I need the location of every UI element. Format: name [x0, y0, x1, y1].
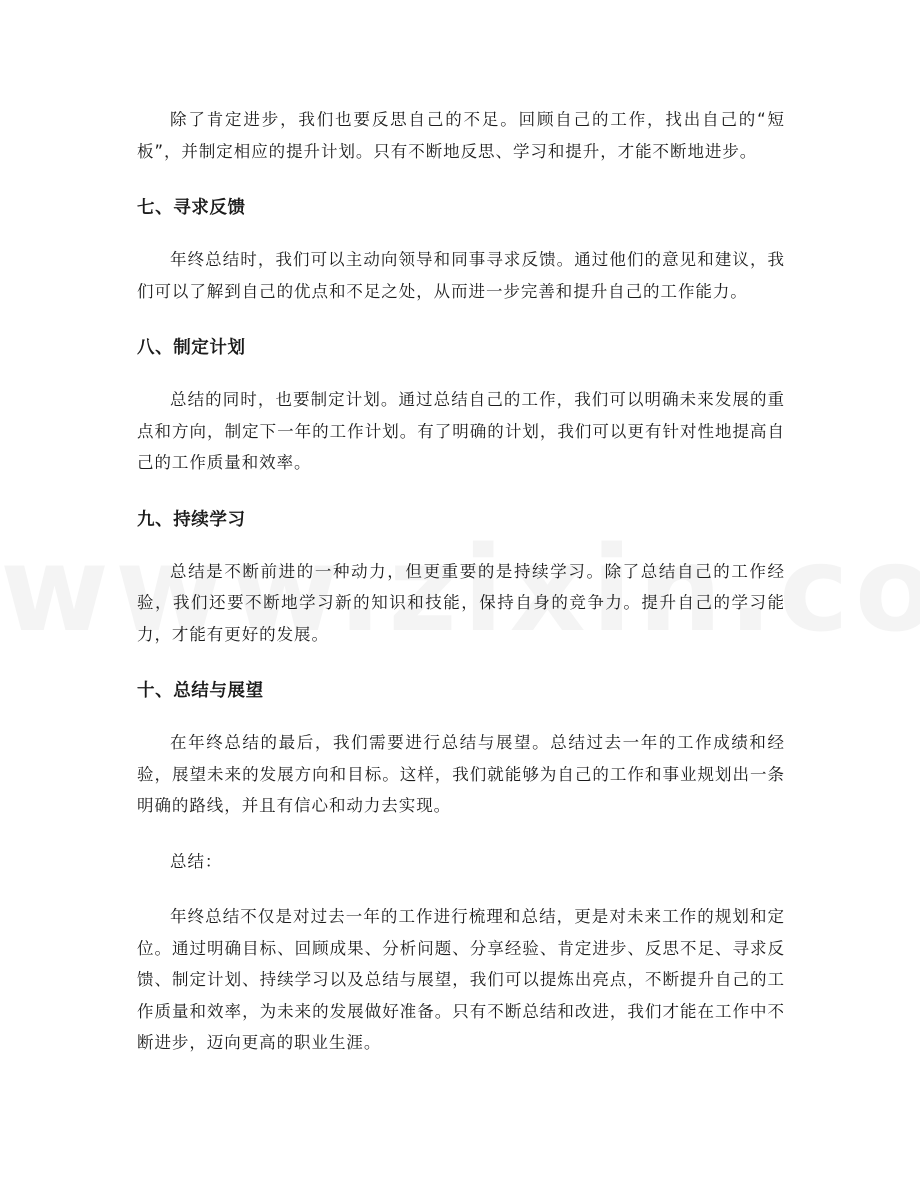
summary-label: 总结：	[170, 851, 223, 871]
paragraph-seek-feedback: 年终总结时，我们可以主动向领导和同事寻求反馈。通过他们的意见和建议，我们可以了解到自己的优点和不足之处，从而进一步完善和提升自己的工作能力。	[137, 250, 785, 301]
paragraph-make-plan: 总结的同时，也要制定计划。通过总结自己的工作，我们可以明确未来发展的重点和方向，制定下一年的工作计划。有了明确的计划，我们可以更有针对性地提高自己的工作质量和效率。	[137, 390, 785, 472]
document-body	[137, 104, 785, 1059]
paragraph-continuous-learning: 总结是不断前进的一种动力，但更重要的是持续学习。除了总结自己的工作经验，我们还要不断地学习新的知识和技能，保持自身的竞争力。提升自己的学习能力，才能有更好的发展。	[137, 561, 785, 644]
section-heading-summary-outlook: 十、总结与展望	[137, 681, 264, 701]
section-heading-make-plan: 八、制定计划	[137, 338, 246, 358]
section-heading-continuous-learning: 九、持续学习	[137, 509, 246, 530]
paragraph-summary-outlook: 在年终总结的最后，我们需要进行总结与展望。总结过去一年的工作成绩和经验，展望未来的发展方向和目标。这样，我们就能够为自己的工作和事业规划出一条明确的路线，并且有信心和动力去实现。	[137, 733, 785, 815]
section-heading-seek-feedback: 七、寻求反馈	[137, 198, 246, 218]
paragraph-reflect-shortcomings: 除了肯定进步，我们也要反思自己的不足。回顾自己的工作，找出自己的“短板”，并制定相应的提升计划。只有不断地反思、学习和提升，才能不断地进步。	[137, 110, 785, 161]
paragraph-conclusion: 年终总结不仅是对过去一年的工作进行梳理和总结，更是对未来工作的规划和定位。通过明确目标、回顾成果、分析问题、分享经验、肯定进步、反思不足、寻求反馈、制定计划、持续学习以及总结与展望，我们可以提炼出亮点，不断提升自己的工作质量和效率，为未来的发展做好准备。只有不断总结和改进，我们才能在工作中不断进步，迈向更高的职业生涯。	[137, 907, 785, 1052]
